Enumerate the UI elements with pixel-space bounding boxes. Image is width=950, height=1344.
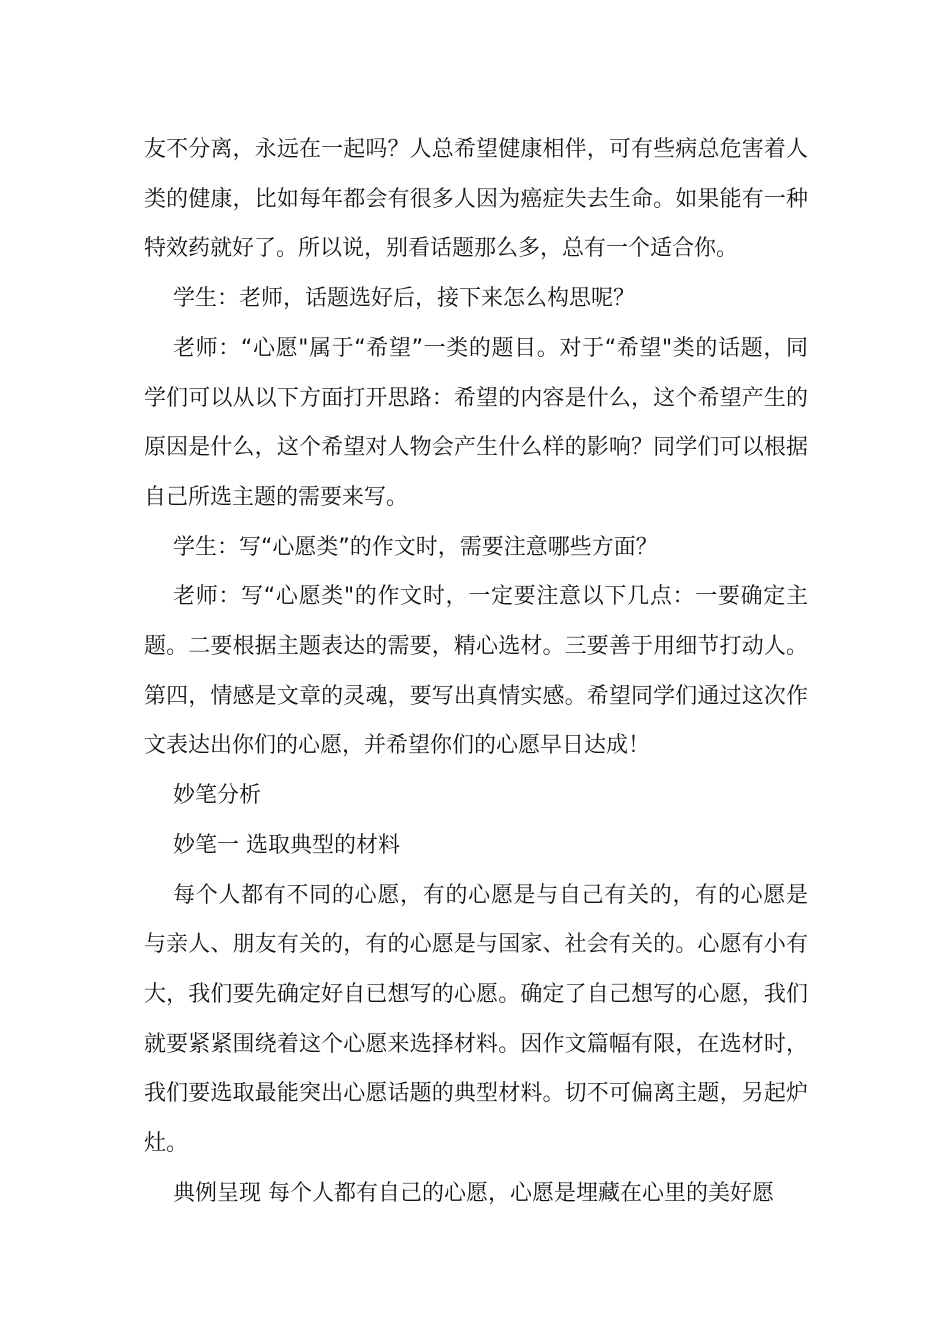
paragraph-student-question-2: 学生：写“心愿类”的作文时，需要注意哪些方面？ [173,534,658,560]
paragraph-example: 典例呈现 每个人都有自己的心愿，心愿是埋藏在心里的美好愿 [173,1180,774,1206]
paragraph-student-question-1: 学生：老师，话题选好后，接下来怎么构思呢？ [173,286,636,312]
paragraph-teacher-answer-2: 老师：写“心愿类"的作文时，一定要注意以下几点：一要确定主题。二要根据主题表达的需要，精心选材。三要善于用细节打动人。第四，情感是文章的灵魂，要写出真情实感。希望同学们通过这次作文表达出你们的心愿，并希望你们的心愿早日达成！ [144,584,808,759]
document-body [144,125,808,1218]
paragraph-continuation: 友不分离，永远在一起吗？人总希望健康相伴，可有些病总危害着人类的健康，比如每年都会有很多人因为癌症失去生命。如果能有一种特效药就好了。所以说，别看话题那么多，总有一个适合你。 [144,137,808,262]
paragraph-material-selection: 每个人都有不同的心愿，有的心愿是与自己有关的，有的心愿是与亲人、朋友有关的，有的心愿是与国家、社会有关的。心愿有小有大，我们要先确定好自已想写的心愿。确定了自己想写的心愿，我们就要紧紧围绕着这个心愿来选择材料。因作文篇幅有限，在选材时，我们要选取最能突出心愿话题的典型材料。切不可偏离主题，另起炉灶。 [144,882,808,1157]
section-heading-analysis: 妙笔分析 [173,783,262,809]
paragraph-teacher-answer-1: 老师：“心愿"属于“希望”一类的题目。对于“希望"类的话题，同学们可以从以下方面打开思路：希望的内容是什么，这个希望产生的原因是什么，这个希望对人物会产生什么样的影响？同学们可以根据自己所选主题的需要来写。 [144,335,808,510]
subsection-heading-1: 妙笔一 选取典型的材料 [173,832,400,858]
